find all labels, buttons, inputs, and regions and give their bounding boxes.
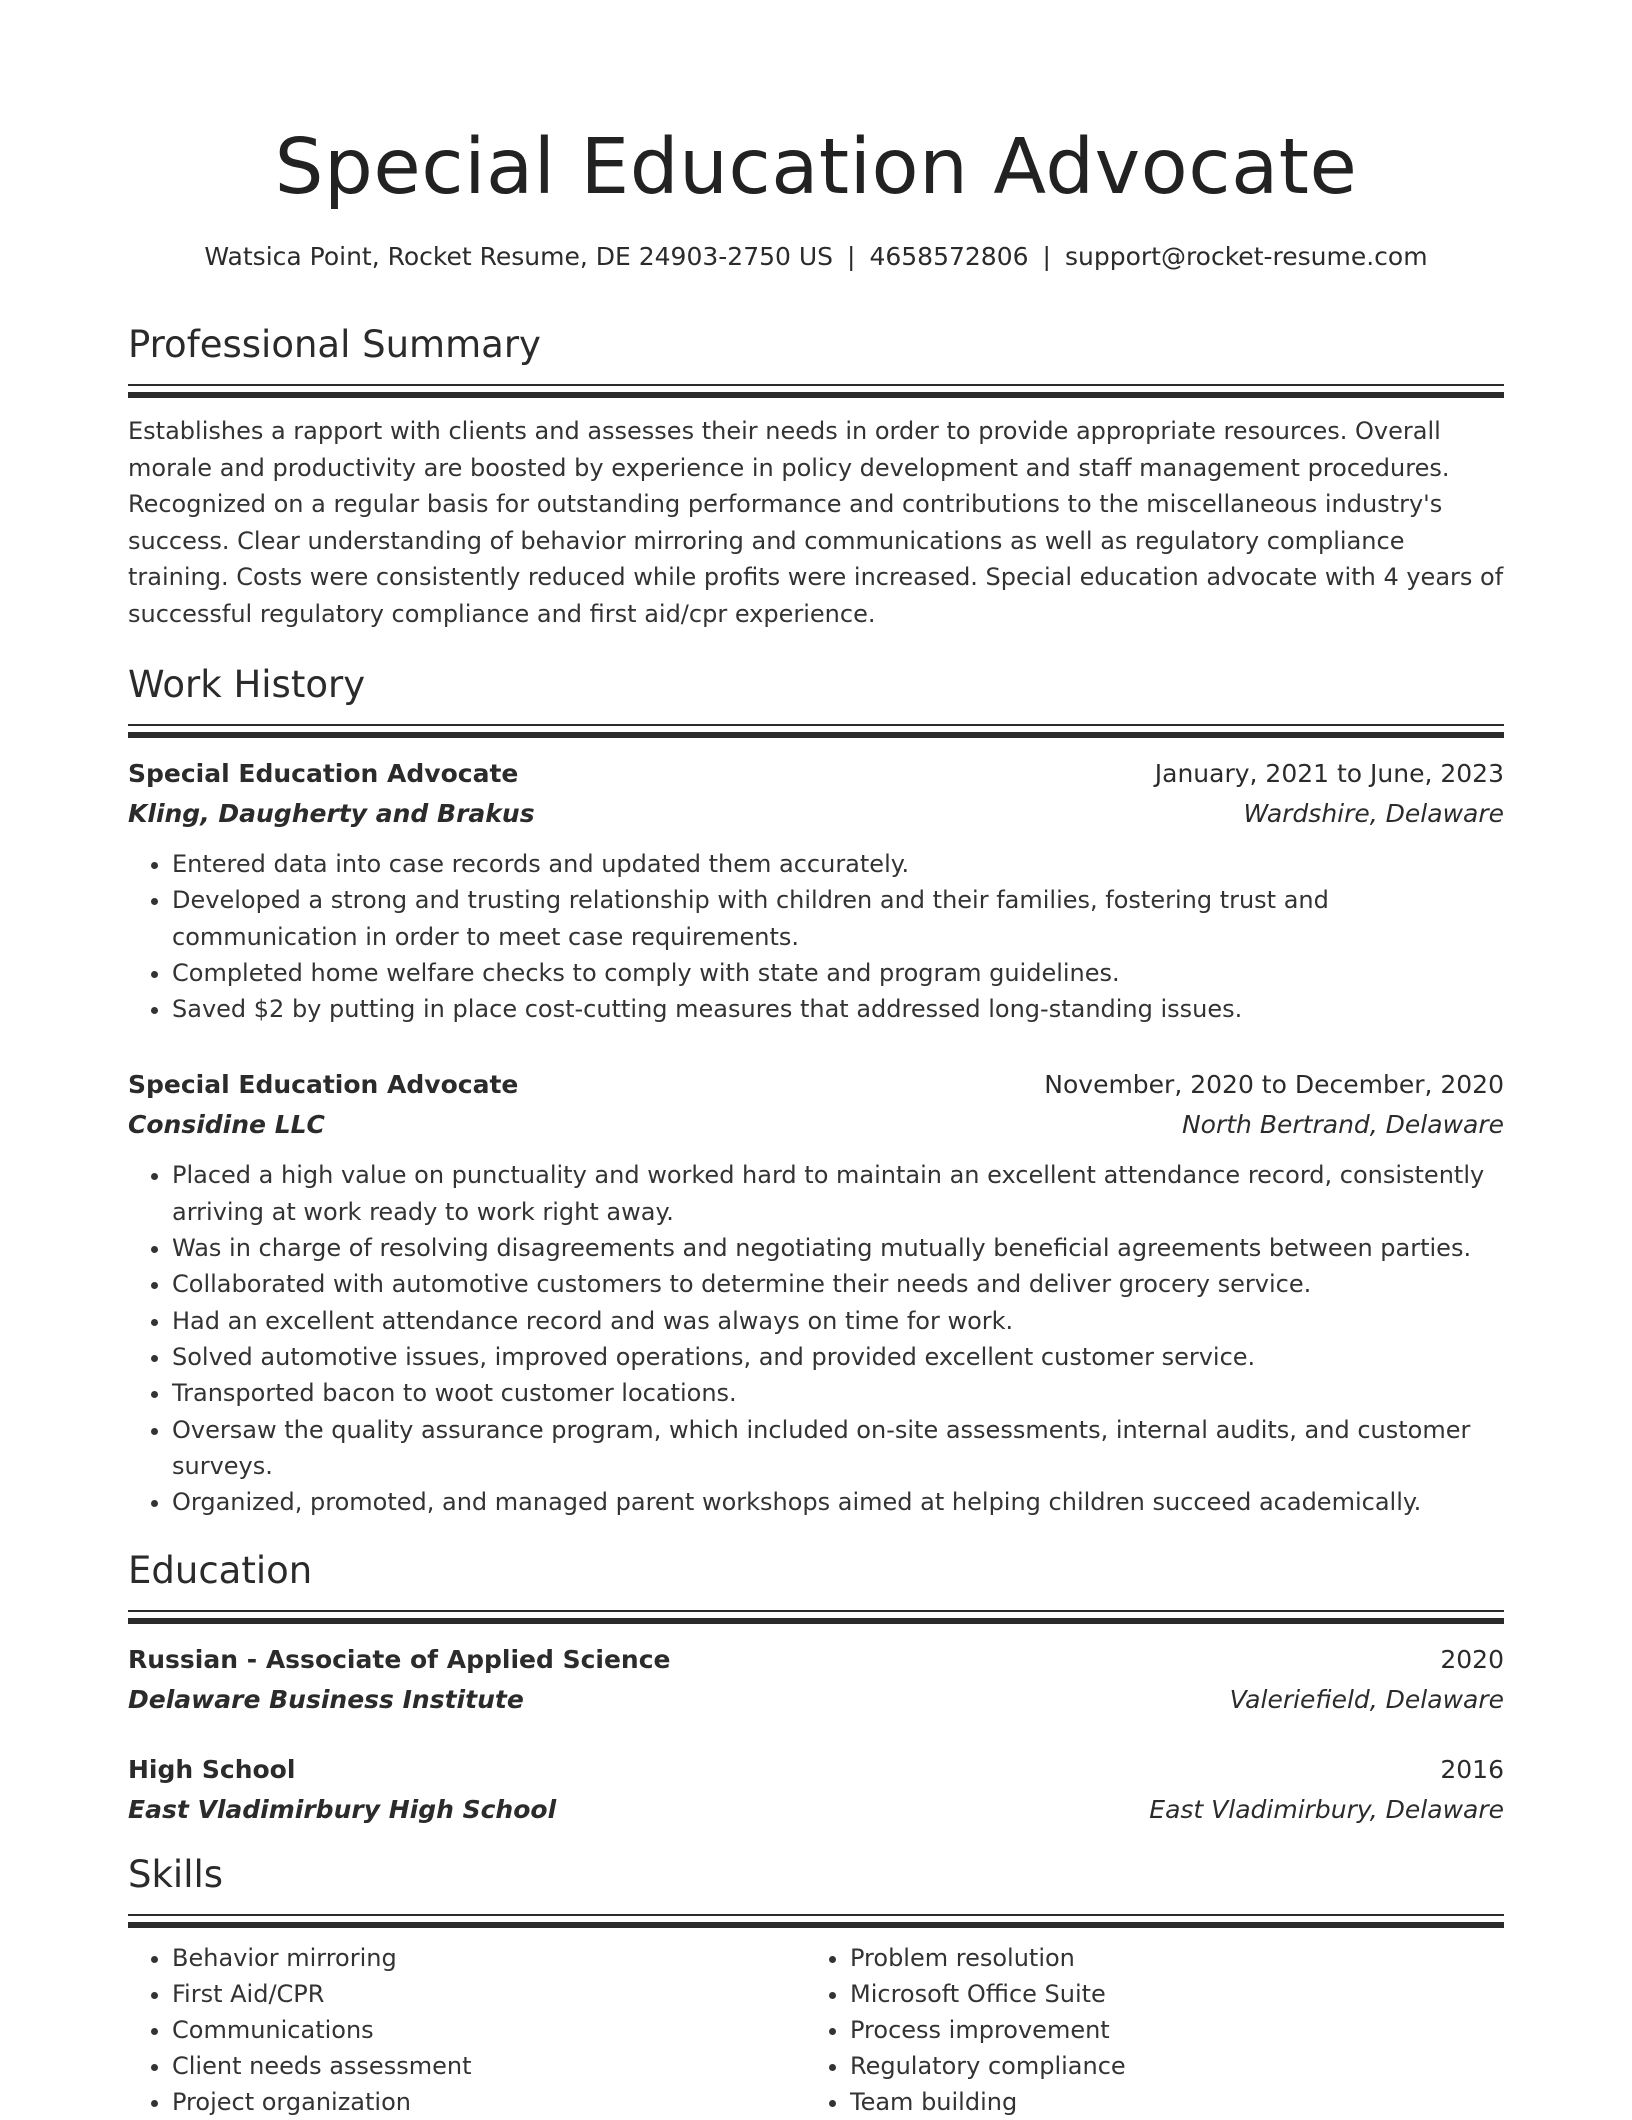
skill-item: • Communications (172, 2012, 806, 2048)
education-degree: High School (128, 1755, 296, 1785)
skills-list-right (806, 1940, 1500, 2120)
list-item: • Had an excellent attendance record and was always on time for work. (172, 1303, 1504, 1339)
list-item: • Completed home welfare checks to comply with state and program guidelines. (172, 955, 1504, 991)
skill-item: • First Aid/CPR (172, 1976, 806, 2012)
list-item: • Oversaw the quality assurance program, which included on-site assessments, internal audits, and customer surveys. (172, 1412, 1504, 1485)
job-location: Wardshire, Delaware (1243, 799, 1504, 828)
job-location: North Bertrand, Delaware (1181, 1110, 1504, 1140)
list-item: • Transported bacon to woot customer locations. (172, 1375, 1504, 1411)
education-entry (128, 1640, 1504, 1720)
skill-item: • Process improvement (850, 2012, 1500, 2048)
job-bullets (128, 1157, 1504, 1520)
section-heading-skills: Skills (128, 1853, 224, 1897)
job-employer: Kling, Daugherty and Brakus (128, 799, 535, 828)
education-entry (128, 1750, 1504, 1830)
education-location: Valeriefield, Delaware (1229, 1685, 1504, 1715)
section-divider (128, 1610, 1504, 1624)
skill-item: • Regulatory compliance (850, 2048, 1500, 2084)
job-entry (128, 1065, 1504, 1520)
education-school: East Vladimirbury High School (128, 1795, 557, 1825)
list-item: • Entered data into case records and updated them accurately. (172, 846, 1504, 882)
education-school: Delaware Business Institute (128, 1685, 524, 1715)
contact-line (128, 240, 1504, 274)
skills-columns (128, 1940, 1504, 2120)
skill-item: • Microsoft Office Suite (850, 1976, 1500, 2012)
section-heading-summary: Professional Summary (128, 323, 541, 366)
contact-separator: | (1042, 242, 1051, 271)
education-location: East Vladimirbury, Delaware (1149, 1795, 1504, 1825)
skill-item: • Team building (850, 2084, 1500, 2120)
education-degree: Russian - Associate of Applied Science (128, 1645, 671, 1675)
skill-item: • Behavior mirroring (172, 1940, 806, 1976)
job-bullets (128, 846, 1504, 1027)
skill-item: • Client needs assessment (172, 2048, 806, 2084)
contact-email[interactable]: support@rocket-resume.com (1064, 242, 1428, 271)
education-year: 2020 (1440, 1645, 1504, 1675)
list-item: • Solved automotive issues, improved operations, and provided excellent customer service. (172, 1339, 1504, 1375)
list-item: • Developed a strong and trusting relationship with children and their families, fostering trust and communication in order to meet case requirements. (172, 882, 1504, 955)
section-divider (128, 1914, 1504, 1928)
skill-item: • Problem resolution (850, 1940, 1500, 1976)
job-dates: November, 2020 to December, 2020 (1044, 1070, 1504, 1100)
skill-item: • Project organization (172, 2084, 806, 2120)
job-entry (128, 754, 1504, 1027)
job-employer: Considine LLC (128, 1110, 325, 1140)
list-item: • Organized, promoted, and managed parent workshops aimed at helping children succeed academically. (172, 1484, 1504, 1520)
education-year: 2016 (1440, 1755, 1504, 1785)
resume-name: Special Education Advocate (274, 123, 1358, 212)
contact-phone: 4658572806 (869, 242, 1029, 271)
list-item: • Placed a high value on punctuality and worked hard to maintain an excellent attendance record, consistently arriving at work ready to work right away. (172, 1157, 1504, 1230)
contact-address: Watsica Point, Rocket Resume, DE 24903-2750 US (204, 242, 834, 271)
section-divider (128, 384, 1504, 398)
contact-separator: | (847, 242, 856, 271)
summary-text: Establishes a rapport with clients and assesses their needs in order to provide appropriate resources. Overall morale and productivity are boosted by experience in policy development and staff management procedures. Recognized on a regular basis for outstanding performance and contributions to the miscellaneous industry's success. Clear understanding of behavior mirroring and communications as well as regulatory compliance training. Costs were consistently reduced while profits were increased. Special education advocate with 4 years of successful regulatory compliance and first aid/cpr experience. (128, 417, 1504, 628)
list-item: • Saved $2 by putting in place cost-cutting measures that addressed long-standing issues. (172, 991, 1504, 1027)
job-dates: January, 2021 to June, 2023 (1154, 759, 1504, 788)
section-heading-work-history: Work History (128, 663, 366, 706)
list-item: • Collaborated with automotive customers to determine their needs and deliver grocery service. (172, 1266, 1504, 1302)
resume-page (128, 0, 1504, 2120)
section-divider (128, 724, 1504, 738)
job-title: Special Education Advocate (128, 1070, 519, 1100)
skills-list-left (128, 1940, 806, 2120)
section-heading-education: Education (128, 1549, 313, 1593)
list-item: • Was in charge of resolving disagreements and negotiating mutually beneficial agreements between parties. (172, 1230, 1504, 1266)
job-title: Special Education Advocate (128, 759, 519, 788)
